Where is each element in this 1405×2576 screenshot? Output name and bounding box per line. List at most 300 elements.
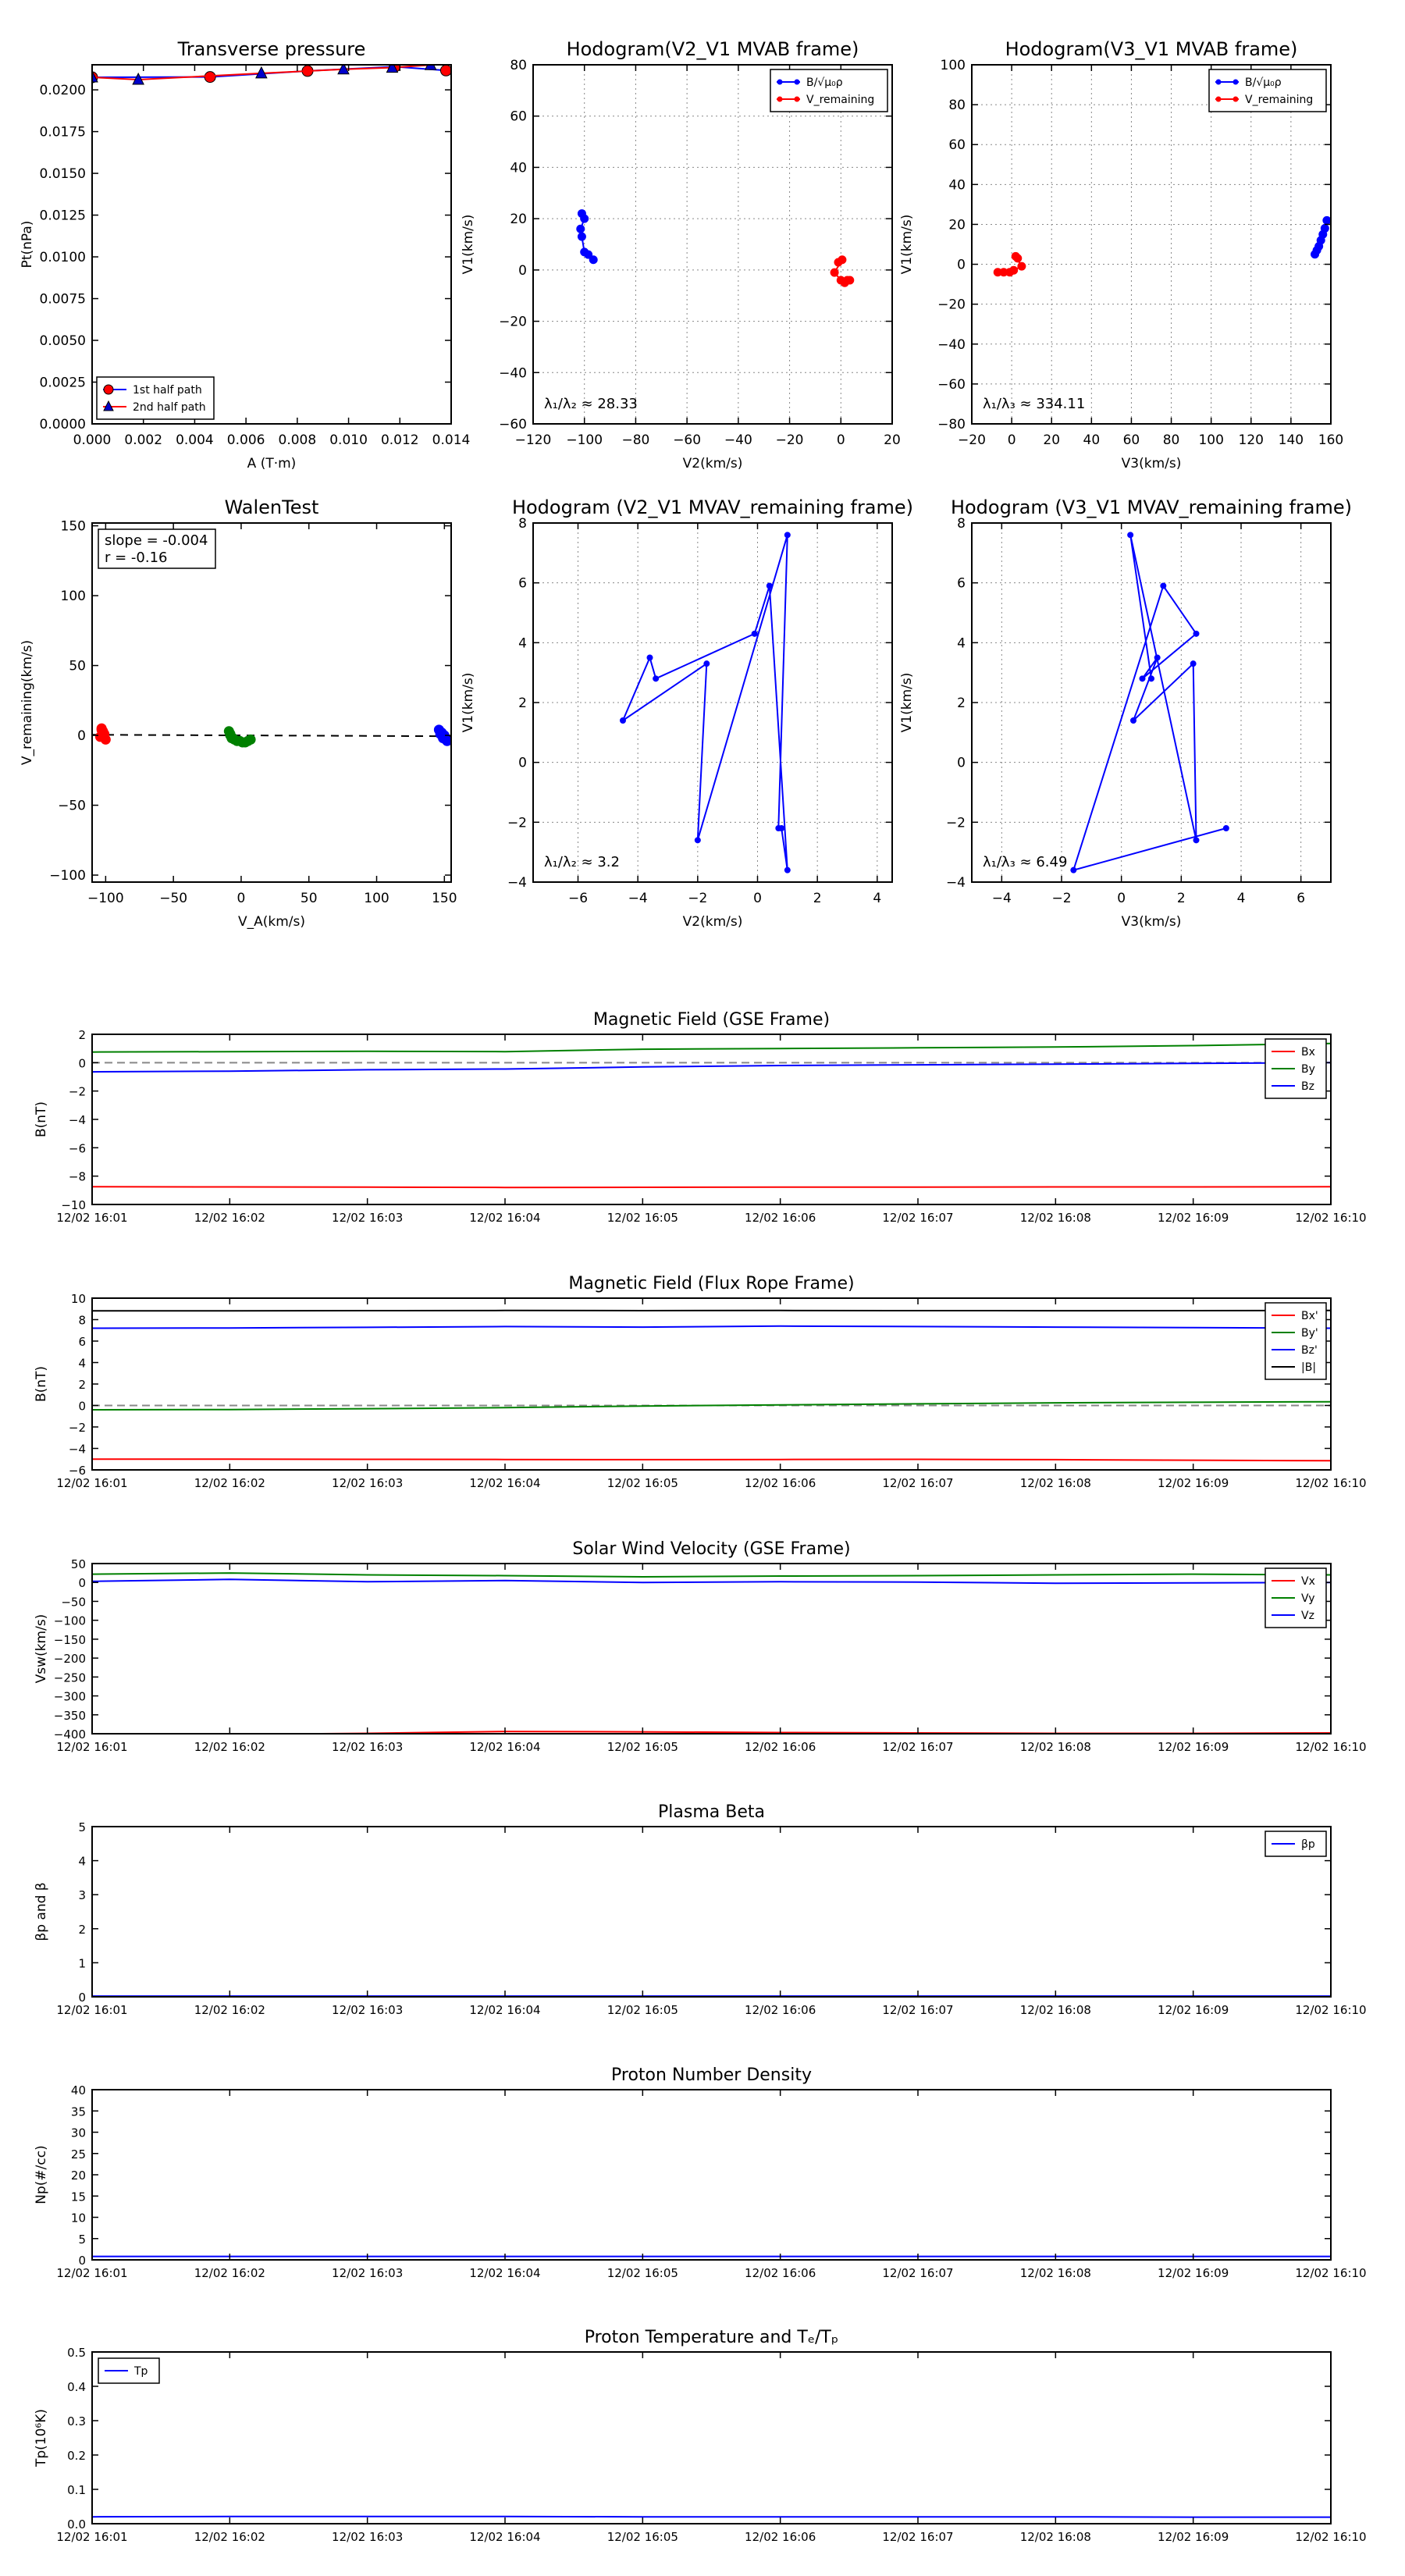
data-layer [577,210,854,287]
legend-label: |B| [1301,1361,1317,1374]
series-line-3 [92,1062,1331,1072]
y-tick-label: 40 [948,177,966,194]
y-tick-label: −4 [68,1113,86,1127]
data-point [589,256,597,264]
x-tick-label: 12/02 16:07 [882,2003,954,2017]
ratio-annotation: λ₁/λ₂ ≈ 3.2 [544,854,620,870]
data-point [752,631,757,636]
x-tick-label: 12/02 16:07 [882,1740,954,1754]
data-point [1190,661,1196,667]
y-tick-label: 25 [70,2147,86,2161]
data-point [838,256,846,264]
data-point [846,276,854,284]
chart-panel-10 [34,1802,1367,2017]
y-tick-label: 6 [957,575,966,592]
stats-text: r = -0.16 [105,550,168,566]
data-point [1193,631,1199,636]
legend-label: 1st half path [133,384,202,397]
plot-frame [92,2090,1331,2260]
x-tick-label: 100 [364,891,389,906]
y-tick-label: −300 [53,1689,86,1704]
y-tick-label: −20 [937,297,966,313]
x-tick-label: −100 [566,432,603,448]
series-line-1 [92,1459,1331,1461]
chart-title: Hodogram(V3_V1 MVAB frame) [1005,38,1298,60]
x-tick-label: 12/02 16:02 [194,1740,265,1754]
fit-line [92,735,451,736]
legend [1265,1568,1326,1628]
chart-title: Hodogram(V2_V1 MVAB frame) [566,38,859,60]
y-tick-label: 100 [60,589,86,605]
x-tick-label: 12/02 16:08 [1019,1740,1091,1754]
legend-marker [795,97,800,102]
x-tick-label: 12/02 16:04 [469,1211,541,1225]
data-point [1006,269,1014,276]
x-tick-label: −2 [688,891,708,906]
x-tick-label: 0 [1007,432,1016,448]
y-tick-label: 4 [957,635,966,652]
data-point [578,233,585,240]
x-tick-label: 12/02 16:01 [56,2003,128,2017]
x-tick-label: 12/02 16:03 [332,2530,404,2544]
legend-marker [777,80,783,85]
y-tick-label: −4 [68,1442,86,1457]
legend-label: Bx' [1301,1310,1318,1322]
x-tick-label: 0 [836,432,845,448]
legend-label: 2nd half path [133,401,206,414]
data-point [1012,252,1019,260]
x-tick-label: 0.006 [226,432,265,448]
data-point [1223,826,1229,831]
data-point [246,735,255,744]
data-point [1323,216,1331,224]
series-line-2 [92,1573,1331,1577]
x-tick-label: −50 [159,891,188,906]
legend-marker [795,80,800,85]
y-tick-label: 10 [70,2211,86,2226]
legend-marker [1216,97,1222,102]
y-tick-label: 0 [78,1991,86,2005]
y-tick-label: 0.0075 [39,291,86,308]
data-layer [87,59,451,84]
x-tick-label: 0 [1117,891,1126,906]
chart-title: Proton Temperature and Tₑ/Tₚ [584,2328,839,2347]
x-axis-label: V2(km/s) [682,456,743,471]
x-tick-label: −4 [628,891,648,906]
chart-title: Magnetic Field (GSE Frame) [592,1010,831,1030]
x-axis-label: V3(km/s) [1121,914,1182,930]
y-tick-label: 100 [940,58,966,73]
x-tick-label: 12/02 16:05 [606,1211,678,1225]
x-tick-label: −2 [1051,891,1072,906]
chart-panel-6 [899,496,1352,930]
y-axis-label: V1(km/s) [899,672,915,733]
y-tick-label: 2 [518,696,527,711]
x-tick-label: −60 [673,432,702,448]
x-tick-label: −40 [724,432,752,448]
x-axis-label: V_A(km/s) [237,914,306,930]
y-tick-label: −6 [68,1464,86,1478]
x-tick-label: 12/02 16:10 [1295,2266,1367,2280]
data-point [577,225,585,233]
plot-frame [92,1564,1331,1734]
x-tick-label: 12/02 16:06 [745,1740,816,1754]
data-point [767,583,772,589]
legend-label: By [1301,1063,1315,1076]
y-tick-label: 0.0025 [39,375,86,391]
y-tick-label: 3 [78,1888,86,1903]
x-tick-label: 12/02 16:04 [469,1476,541,1490]
x-tick-label: 12/02 16:02 [194,2530,265,2544]
y-tick-label: 5 [78,1820,86,1834]
x-tick-label: 0 [753,891,762,906]
y-tick-label: 0 [78,2254,86,2268]
legend-label: Vz [1301,1610,1314,1622]
y-tick-label: 2 [78,1028,86,1042]
legend-label: βp [1301,1838,1315,1851]
ratio-annotation: λ₁/λ₃ ≈ 6.49 [983,854,1068,870]
y-axis-label: V1(km/s) [899,214,915,275]
x-tick-label: 12/02 16:08 [1019,2530,1091,2544]
series-line-3 [92,1326,1331,1329]
x-tick-label: 12/02 16:07 [882,1211,954,1225]
x-tick-label: 12/02 16:09 [1158,1476,1229,1490]
legend-marker [777,97,783,102]
x-tick-label: 4 [1236,891,1246,906]
y-axis-label: V1(km/s) [461,672,476,733]
legend-marker [1233,97,1239,102]
x-tick-label: 12/02 16:08 [1019,1476,1091,1490]
data-point [1154,655,1160,660]
y-tick-label: 0.0175 [39,124,86,141]
data-point [784,532,790,538]
x-tick-label: 12/02 16:09 [1158,2530,1229,2544]
y-tick-label: 2 [78,1378,86,1392]
y-tick-label: 40 [510,160,527,176]
data-point [831,269,838,276]
y-tick-label: −250 [53,1670,86,1685]
y-tick-label: 2 [78,1922,86,1937]
legend [1265,1831,1326,1856]
y-axis-label: Vsw(km/s) [34,1614,49,1684]
y-axis-label: B(nT) [34,1101,49,1138]
legend-label: B/√μ₀ρ [1245,76,1282,89]
x-tick-label: −4 [991,891,1012,906]
x-axis-label: A (T·m) [247,456,297,471]
chart-panel-12 [34,2328,1367,2544]
legend-label: V_remaining [806,94,875,106]
chart-panel-9 [34,1539,1367,1754]
legend-label: Bz' [1301,1344,1318,1357]
y-tick-label: −150 [53,1632,86,1647]
data-point [1193,838,1199,843]
y-tick-label: 15 [70,2190,86,2204]
y-tick-label: −2 [945,815,966,831]
x-tick-label: 12/02 16:10 [1295,1476,1367,1490]
x-tick-label: 0 [237,891,246,906]
y-tick-label: −400 [53,1727,86,1742]
x-tick-label: 20 [884,432,901,448]
plot-frame [92,523,451,882]
x-tick-label: 12/02 16:10 [1295,2530,1367,2544]
data-point [581,215,589,222]
x-tick-label: 6 [1297,891,1306,906]
legend-label: By' [1301,1327,1318,1340]
y-tick-label: −60 [937,376,966,393]
data-point [776,826,781,831]
y-tick-label: 35 [70,2105,86,2119]
x-tick-label: 12/02 16:02 [194,1211,265,1225]
x-tick-label: 100 [1198,432,1224,448]
y-tick-label: −50 [61,1595,86,1610]
y-tick-label: −6 [68,1141,86,1156]
x-tick-label: 150 [432,891,457,906]
x-tick-label: 12/02 16:05 [606,2266,678,2280]
y-tick-label: 0 [78,1399,86,1414]
y-tick-label: 6 [78,1335,86,1349]
x-tick-label: −80 [621,432,650,448]
y-tick-label: 40 [70,2083,86,2097]
legend [770,69,887,112]
x-tick-label: 80 [1162,432,1180,448]
data-point [704,661,710,667]
y-tick-label: 1 [78,1956,86,1971]
x-tick-label: 12/02 16:09 [1158,1211,1229,1225]
legend-marker [1216,80,1222,85]
y-tick-label: −60 [499,417,527,432]
data-point [440,65,451,76]
y-tick-label: −4 [945,875,966,891]
y-tick-label: 20 [510,212,527,228]
x-tick-label: 12/02 16:07 [882,2266,954,2280]
x-tick-label: 12/02 16:03 [332,2266,404,2280]
x-tick-label: 12/02 16:09 [1158,1740,1229,1754]
y-tick-label: 0 [518,262,527,279]
x-tick-label: 2 [1176,891,1186,906]
data-point [443,736,452,745]
data-point [621,718,626,724]
x-tick-label: 12/02 16:03 [332,1211,404,1225]
x-tick-label: 160 [1318,432,1344,448]
y-tick-label: −8 [68,1169,86,1184]
y-tick-label: −4 [507,875,527,891]
y-tick-label: −10 [61,1198,86,1212]
y-tick-label: 30 [70,2126,86,2140]
y-tick-label: 0.4 [67,2380,86,2394]
y-tick-label: −2 [68,1084,86,1099]
x-tick-label: −20 [775,432,804,448]
plot-frame [92,65,451,424]
y-tick-label: 0 [77,728,86,745]
y-axis-label: βp and β [34,1882,49,1941]
data-point [229,734,238,743]
y-tick-label: 0.0150 [39,166,86,183]
y-tick-label: −2 [507,815,527,831]
plot-frame [92,1034,1331,1204]
y-tick-label: 0 [78,1576,86,1591]
chart-title: WalenTest [224,496,319,518]
y-tick-label: −100 [53,1614,86,1628]
x-tick-label: 12/02 16:04 [469,2530,541,2544]
data-point [205,72,215,83]
y-tick-label: 0 [957,755,966,771]
x-tick-label: 0.002 [124,432,163,448]
data-point [1140,676,1145,681]
y-tick-label: 20 [70,2169,86,2183]
y-tick-label: 0.2 [67,2449,86,2463]
x-axis-label: V2(km/s) [682,914,743,930]
chart-title: Solar Wind Velocity (GSE Frame) [572,1539,851,1559]
data-layer [92,724,452,747]
y-tick-label: 0.0050 [39,333,86,350]
x-tick-label: 12/02 16:10 [1295,1740,1367,1754]
chart-panel-5 [461,496,913,930]
x-tick-label: 12/02 16:06 [745,2003,816,2017]
x-tick-label: 12/02 16:02 [194,1476,265,1490]
plot-frame [533,65,892,424]
y-tick-label: −80 [937,417,966,432]
legend-label: Vx [1301,1575,1315,1588]
x-tick-label: 12/02 16:10 [1295,1211,1367,1225]
legend-label: V_remaining [1245,94,1314,106]
y-tick-label: 0.1 [67,2483,86,2497]
chart-title: Hodogram (V2_V1 MVAV_remaining frame) [511,496,914,518]
chart-panel-3 [899,38,1343,471]
x-tick-label: −120 [514,432,552,448]
x-tick-label: 12/02 16:05 [606,1740,678,1754]
stats-text: slope = -0.004 [105,532,208,549]
x-tick-label: 20 [1043,432,1061,448]
x-tick-label: 12/02 16:03 [332,1476,404,1490]
ratio-annotation: λ₁/λ₂ ≈ 28.33 [544,396,638,412]
data-point [98,731,108,740]
legend-label: Vy [1301,1592,1315,1605]
data-layer [92,1573,1331,1735]
x-axis-label: V3(km/s) [1121,456,1182,471]
y-tick-label: −20 [499,314,527,330]
x-tick-label: 12/02 16:05 [606,2003,678,2017]
x-tick-label: 0.010 [329,432,368,448]
x-tick-label: 12/02 16:08 [1019,2266,1091,2280]
x-tick-label: 12/02 16:01 [56,2266,128,2280]
chart-title: Proton Number Density [611,2065,812,2085]
y-tick-label: 20 [948,217,966,233]
x-tick-label: 40 [1083,432,1101,448]
y-tick-label: 0.0125 [39,208,86,224]
chart-panel-8 [34,1274,1367,1490]
y-tick-label: 50 [70,1557,86,1571]
x-tick-label: 12/02 16:07 [882,2530,954,2544]
y-axis-label: Tp(10⁶K) [34,2408,49,2467]
x-tick-label: 50 [300,891,318,906]
y-tick-label: 4 [518,635,527,652]
x-tick-label: 12/02 16:05 [606,1476,678,1490]
x-tick-label: 12/02 16:06 [745,1211,816,1225]
chart-panel-7 [34,1010,1367,1225]
y-tick-label: 4 [78,1356,86,1371]
plot-frame [972,65,1331,424]
x-tick-label: 12/02 16:09 [1158,2003,1229,2017]
x-tick-label: 12/02 16:10 [1295,2003,1367,2017]
series-line-2 [92,1044,1331,1052]
y-tick-label: 6 [518,575,527,592]
y-tick-label: −350 [53,1708,86,1723]
y-tick-label: 8 [78,1313,86,1328]
y-axis-label: Pt(nPa) [20,220,35,269]
chart-title: Hodogram (V3_V1 MVAV_remaining frame) [950,496,1353,518]
x-tick-label: 0.000 [73,432,112,448]
chart-title: Magnetic Field (Flux Rope Frame) [568,1274,855,1293]
legend [1209,69,1326,112]
legend-label: B/√μ₀ρ [806,76,843,89]
x-tick-label: 12/02 16:01 [56,1740,128,1754]
legend-label: Tp [134,2365,148,2378]
y-tick-label: 0.0000 [39,417,86,432]
x-tick-label: 60 [1122,432,1140,448]
x-tick-label: 0.014 [432,432,471,448]
data-point [1128,532,1133,538]
x-tick-label: 12/02 16:04 [469,2003,541,2017]
y-tick-label: 0.0100 [39,250,86,266]
y-tick-label: 0.0200 [39,83,86,99]
data-point [1149,676,1154,681]
chart-title: Transverse pressure [177,38,366,60]
x-tick-label: 12/02 16:02 [194,2003,265,2017]
legend [1265,1039,1326,1098]
x-tick-label: 12/02 16:09 [1158,2266,1229,2280]
chart-panel-1 [20,38,470,471]
y-tick-label: 0.0 [67,2517,86,2532]
chart-panel-4 [20,496,457,930]
chart-title: Plasma Beta [658,1802,765,1822]
y-tick-label: 0.5 [67,2346,86,2360]
x-tick-label: 12/02 16:08 [1019,2003,1091,2017]
x-tick-label: 12/02 16:08 [1019,1211,1091,1225]
x-tick-label: 12/02 16:06 [745,1476,816,1490]
y-tick-label: −100 [49,868,86,884]
data-layer [92,1044,1331,1187]
y-tick-label: 10 [70,1292,86,1306]
y-tick-label: 8 [957,516,966,532]
x-tick-label: 12/02 16:03 [332,2003,404,2017]
legend-label: Bx [1301,1046,1315,1059]
data-point [784,867,790,873]
legend [98,2358,159,2383]
x-tick-label: 12/02 16:03 [332,1740,404,1754]
x-tick-label: 12/02 16:07 [882,1476,954,1490]
x-tick-label: 140 [1278,432,1304,448]
series-line-3 [92,1579,1331,1583]
legend-marker [1233,80,1239,85]
x-tick-label: 12/02 16:05 [606,2530,678,2544]
data-point [1071,867,1076,873]
y-tick-label: 50 [69,658,86,674]
x-tick-label: 2 [813,891,822,906]
data-point [653,676,659,681]
legend [97,377,214,419]
y-tick-label: −40 [937,336,966,353]
x-tick-label: 12/02 16:06 [745,2266,816,2280]
x-tick-label: 0.004 [176,432,214,448]
y-tick-label: 5 [78,2232,86,2247]
plot-frame [92,1298,1331,1470]
ratio-annotation: λ₁/λ₃ ≈ 334.11 [983,396,1086,412]
data-point [1018,262,1026,270]
y-tick-label: −200 [53,1652,86,1667]
data-layer [994,216,1331,276]
x-tick-label: 0.012 [380,432,419,448]
y-tick-label: 8 [518,516,527,532]
